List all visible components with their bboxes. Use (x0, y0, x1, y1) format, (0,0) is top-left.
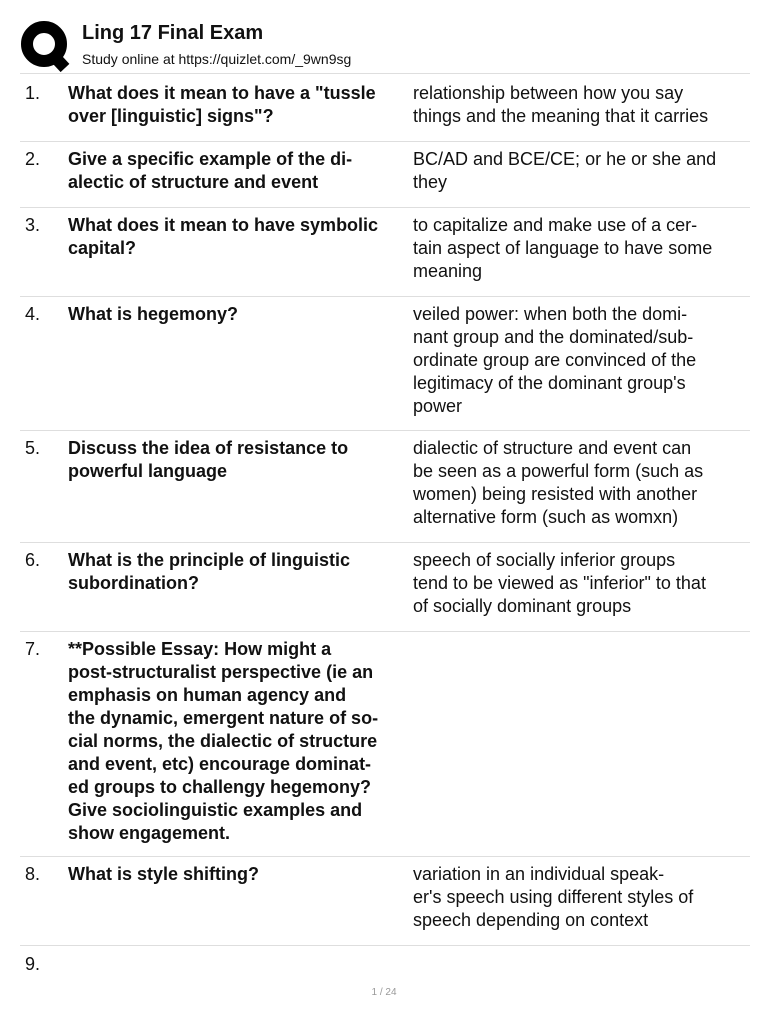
definition-line: tain aspect of language to have some (413, 238, 713, 258)
term-line: Discuss the idea of resistance to (68, 438, 349, 458)
card-divider (20, 296, 750, 297)
definition-line: meaning (413, 261, 483, 281)
document-header (20, 20, 750, 72)
term-line: show engagement. (68, 823, 231, 843)
document-title: Ling 17 Final Exam (82, 22, 264, 44)
card-number: 9. (25, 954, 41, 974)
card-definition (413, 437, 750, 529)
card-divider (20, 856, 750, 857)
card-divider (20, 542, 750, 543)
card-number: 2. (25, 149, 41, 169)
term-line: over [linguistic] signs"? (68, 106, 274, 126)
definition-line: legitimacy of the dominant group's (413, 373, 686, 393)
card-divider (20, 141, 750, 142)
card-definition (413, 82, 750, 128)
definition-line: variation in an individual speak- (413, 864, 665, 884)
card-term (68, 437, 410, 483)
term-line: and event, etc) encourage dominat- (68, 754, 372, 774)
term-line: **Possible Essay: How might a (68, 639, 332, 659)
card-term (68, 863, 410, 886)
definition-line: alternative form (such as womxn) (413, 507, 679, 527)
card-term (68, 638, 410, 845)
term-line: ed groups to challengy hegemony? (68, 777, 372, 797)
term-line: the dynamic, emergent nature of so- (68, 708, 379, 728)
study-online-link[interactable]: Study online at https://quizlet.com/_9wn9sg (82, 51, 352, 67)
quizlet-q-logo-icon (20, 20, 70, 72)
definition-line: things and the meaning that it carries (413, 106, 709, 126)
term-line: cial norms, the dialectic of structure (68, 731, 378, 751)
card-definition (413, 303, 750, 418)
definition-line: tend to be viewed as "inferior" to that (413, 573, 706, 593)
card-number: 3. (25, 215, 41, 235)
card-number: 1. (25, 83, 41, 103)
term-line: powerful language (68, 461, 228, 481)
definition-line: speech depending on context (413, 910, 649, 930)
definition-line: power (413, 396, 463, 416)
definition-line: ordinate group are convinced of the (413, 350, 697, 370)
card-divider (20, 207, 750, 208)
term-line: What is style shifting? (68, 864, 260, 884)
term-line: emphasis on human agency and (68, 685, 347, 705)
card-number: 4. (25, 304, 41, 324)
term-line: alectic of structure and event (68, 172, 319, 192)
card-term (68, 303, 410, 326)
term-line: capital? (68, 238, 137, 258)
card-definition (413, 549, 750, 618)
card-term (68, 82, 410, 128)
card-number: 6. (25, 550, 41, 570)
definition-line: they (413, 172, 448, 192)
definition-line: of socially dominant groups (413, 596, 632, 616)
definition-line: relationship between how you say (413, 83, 684, 103)
card-definition (413, 863, 750, 932)
definition-line: to capitalize and make use of a cer- (413, 215, 698, 235)
card-number: 7. (25, 639, 41, 659)
term-line: Give a specific example of the di- (68, 149, 353, 169)
term-line: What does it mean to have symbolic (68, 215, 379, 235)
term-line: What is hegemony? (68, 304, 239, 324)
definition-line: dialectic of structure and event can (413, 438, 692, 458)
divider (20, 73, 750, 74)
term-line: What is the principle of linguistic (68, 550, 351, 570)
card-definition (413, 214, 750, 283)
card-number: 5. (25, 438, 41, 458)
term-line: Give sociolinguistic examples and (68, 800, 363, 820)
term-line: subordination? (68, 573, 199, 593)
card-divider (20, 631, 750, 632)
card-number: 8. (25, 864, 41, 884)
term-line: What does it mean to have a "tussle (68, 83, 376, 103)
card-divider (20, 945, 750, 946)
definition-line: BC/AD and BCE/CE; or he or she and (413, 149, 717, 169)
card-term (68, 148, 410, 194)
definition-line: women) being resisted with another (413, 484, 698, 504)
card-divider (20, 430, 750, 431)
definition-line: be seen as a powerful form (such as (413, 461, 704, 481)
card-term (68, 214, 410, 260)
definition-line: er's speech using different styles of (413, 887, 694, 907)
definition-line: veiled power: when both the domi- (413, 304, 688, 324)
definition-line: speech of socially inferior groups (413, 550, 676, 570)
card-term (68, 549, 410, 595)
page-indicator: 1 / 24 (371, 987, 397, 998)
card-definition (413, 148, 750, 194)
definition-line: nant group and the dominated/sub- (413, 327, 694, 347)
term-line: post-structuralist perspective (ie an (68, 662, 374, 682)
